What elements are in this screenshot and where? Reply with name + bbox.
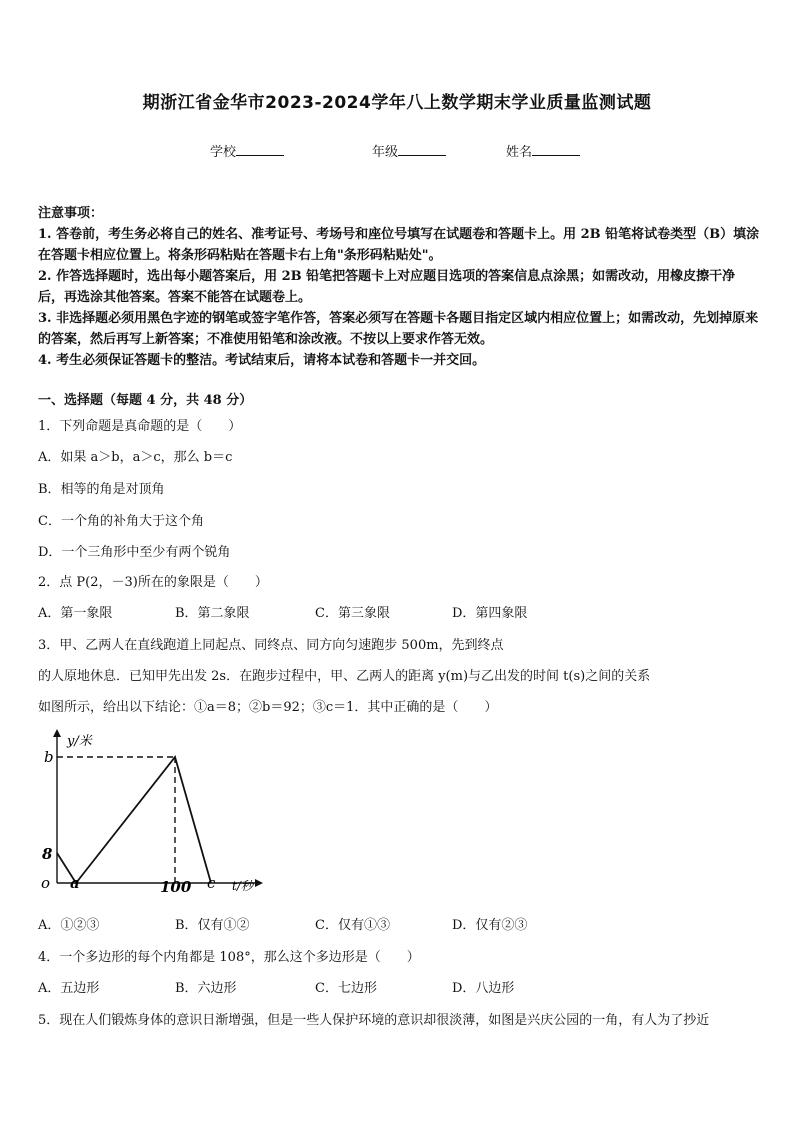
note-item: 3. 非选择题必须用黑色字迹的钢笔或签字笔作答，答案必须写在答题卡各题目指定区域内相应位置上；如需改动，先划掉原来的答案，然后再写上新答案；不准使用铅笔和涂改液。不按以上要求作答无效。	[38, 311, 759, 347]
q3-line-2: 的人原地休息．已知甲先出发 2s．在跑步过程中，甲、乙两人的距离 y(m)与乙出发的时间 t(s)之间的关系	[38, 669, 651, 684]
q3-line-3: 如图所示，给出以下结论：①a＝8；②b＝92；③c＝1．其中正确的是（ ）	[38, 700, 498, 715]
q4-stem: 4．一个多边形的每个内角都是 108°，那么这个多边形是（ ）	[38, 950, 420, 965]
q4-option-a: A．五边形	[38, 981, 100, 996]
q3-line-1: 3．甲、乙两人在直线跑道上同起点、同终点、同方向匀速跑步 500m，先到终点	[38, 638, 504, 653]
grade-field	[372, 141, 446, 160]
q4-option-d: D．八边形	[452, 981, 515, 996]
grade-label: 年级	[372, 145, 399, 160]
q2-stem: 2．点 P(2，－3)所在的象限是（ ）	[38, 575, 268, 590]
x-axis-arrow-icon	[255, 879, 263, 887]
q1-option-d: D．一个三角形中至少有两个锐角	[38, 545, 231, 560]
name-field	[506, 141, 580, 160]
q1-option-c: C．一个角的补角大于这个角	[38, 514, 204, 529]
q2-option-b: B．第二象限	[175, 606, 250, 621]
note-item: 4. 考生必须保证答题卡的整洁。考试结束后，请将本试卷和答题卡一并交回。	[38, 353, 486, 368]
q1-option-a: A．如果 a＞b，a＞c，那么 b＝c	[38, 450, 233, 465]
q1-option-b: B．相等的角是对顶角	[38, 482, 165, 497]
x-tick-100: 100	[160, 878, 192, 896]
x-tick-a: a	[70, 874, 80, 892]
q3-option-a: A．①②③	[38, 918, 100, 933]
notes-heading: 注意事项：	[38, 206, 104, 221]
note-item: 1. 答卷前，考生务必将自己的姓名、准考证号、考场号和座位号填写在试题卷和答题卡上。用 2B 铅笔将试卷类型（B）填涂在答题卡相应位置上。将条形码粘贴在答题卡右上角"条形码粘贴处"。	[38, 227, 760, 263]
x-tick-c: c	[207, 874, 216, 892]
exam-title: 期浙江省金华市2023-2024学年八上数学期末学业质量监测试题	[142, 93, 652, 113]
school-blank	[236, 143, 284, 156]
note-item: 2. 作答选择题时，选出每小题答案后，用 2B 铅笔把答题卡上对应题目选项的答案信息点涂黑；如需改动，用橡皮擦干净后，再选涂其他答案。答案不能答在试题卷上。	[38, 269, 736, 305]
school-field	[210, 141, 284, 160]
q3-option-b: B．仅有①②	[175, 918, 250, 933]
grade-blank	[398, 143, 446, 156]
x-axis-label: t/秒	[232, 879, 253, 893]
y-tick-8: 8	[42, 845, 53, 863]
q3-option-c: C．仅有①③	[315, 918, 390, 933]
y-axis-arrow-icon	[53, 729, 61, 737]
q2-option-d: D．第四象限	[452, 606, 528, 621]
section-heading: 一、选择题（每题 4 分，共 48 分）	[38, 393, 253, 408]
q2-option-a: A．第一象限	[38, 606, 113, 621]
q3-option-d: D．仅有②③	[452, 918, 528, 933]
q2-option-c: C．第三象限	[315, 606, 390, 621]
exam-notes	[38, 203, 760, 371]
q1-stem: 1．下列命题是真命题的是（ ）	[38, 419, 242, 434]
origin-label: o	[41, 874, 51, 892]
q4-option-c: C．七边形	[315, 981, 377, 996]
name-label: 姓名	[506, 145, 533, 160]
name-blank	[532, 143, 580, 156]
distance-graph-line	[57, 757, 211, 883]
y-axis-label: y/米	[67, 734, 92, 749]
school-label: 学校	[210, 145, 237, 160]
q4-option-b: B．六边形	[175, 981, 237, 996]
y-tick-b: b	[44, 748, 54, 766]
q5-stem: 5．现在人们锻炼身体的意识日渐增强，但是一些人保护环境的意识却很淡薄，如图是兴庆公园的一角，有人为了抄近	[38, 1013, 710, 1028]
q3-graph	[30, 725, 270, 900]
